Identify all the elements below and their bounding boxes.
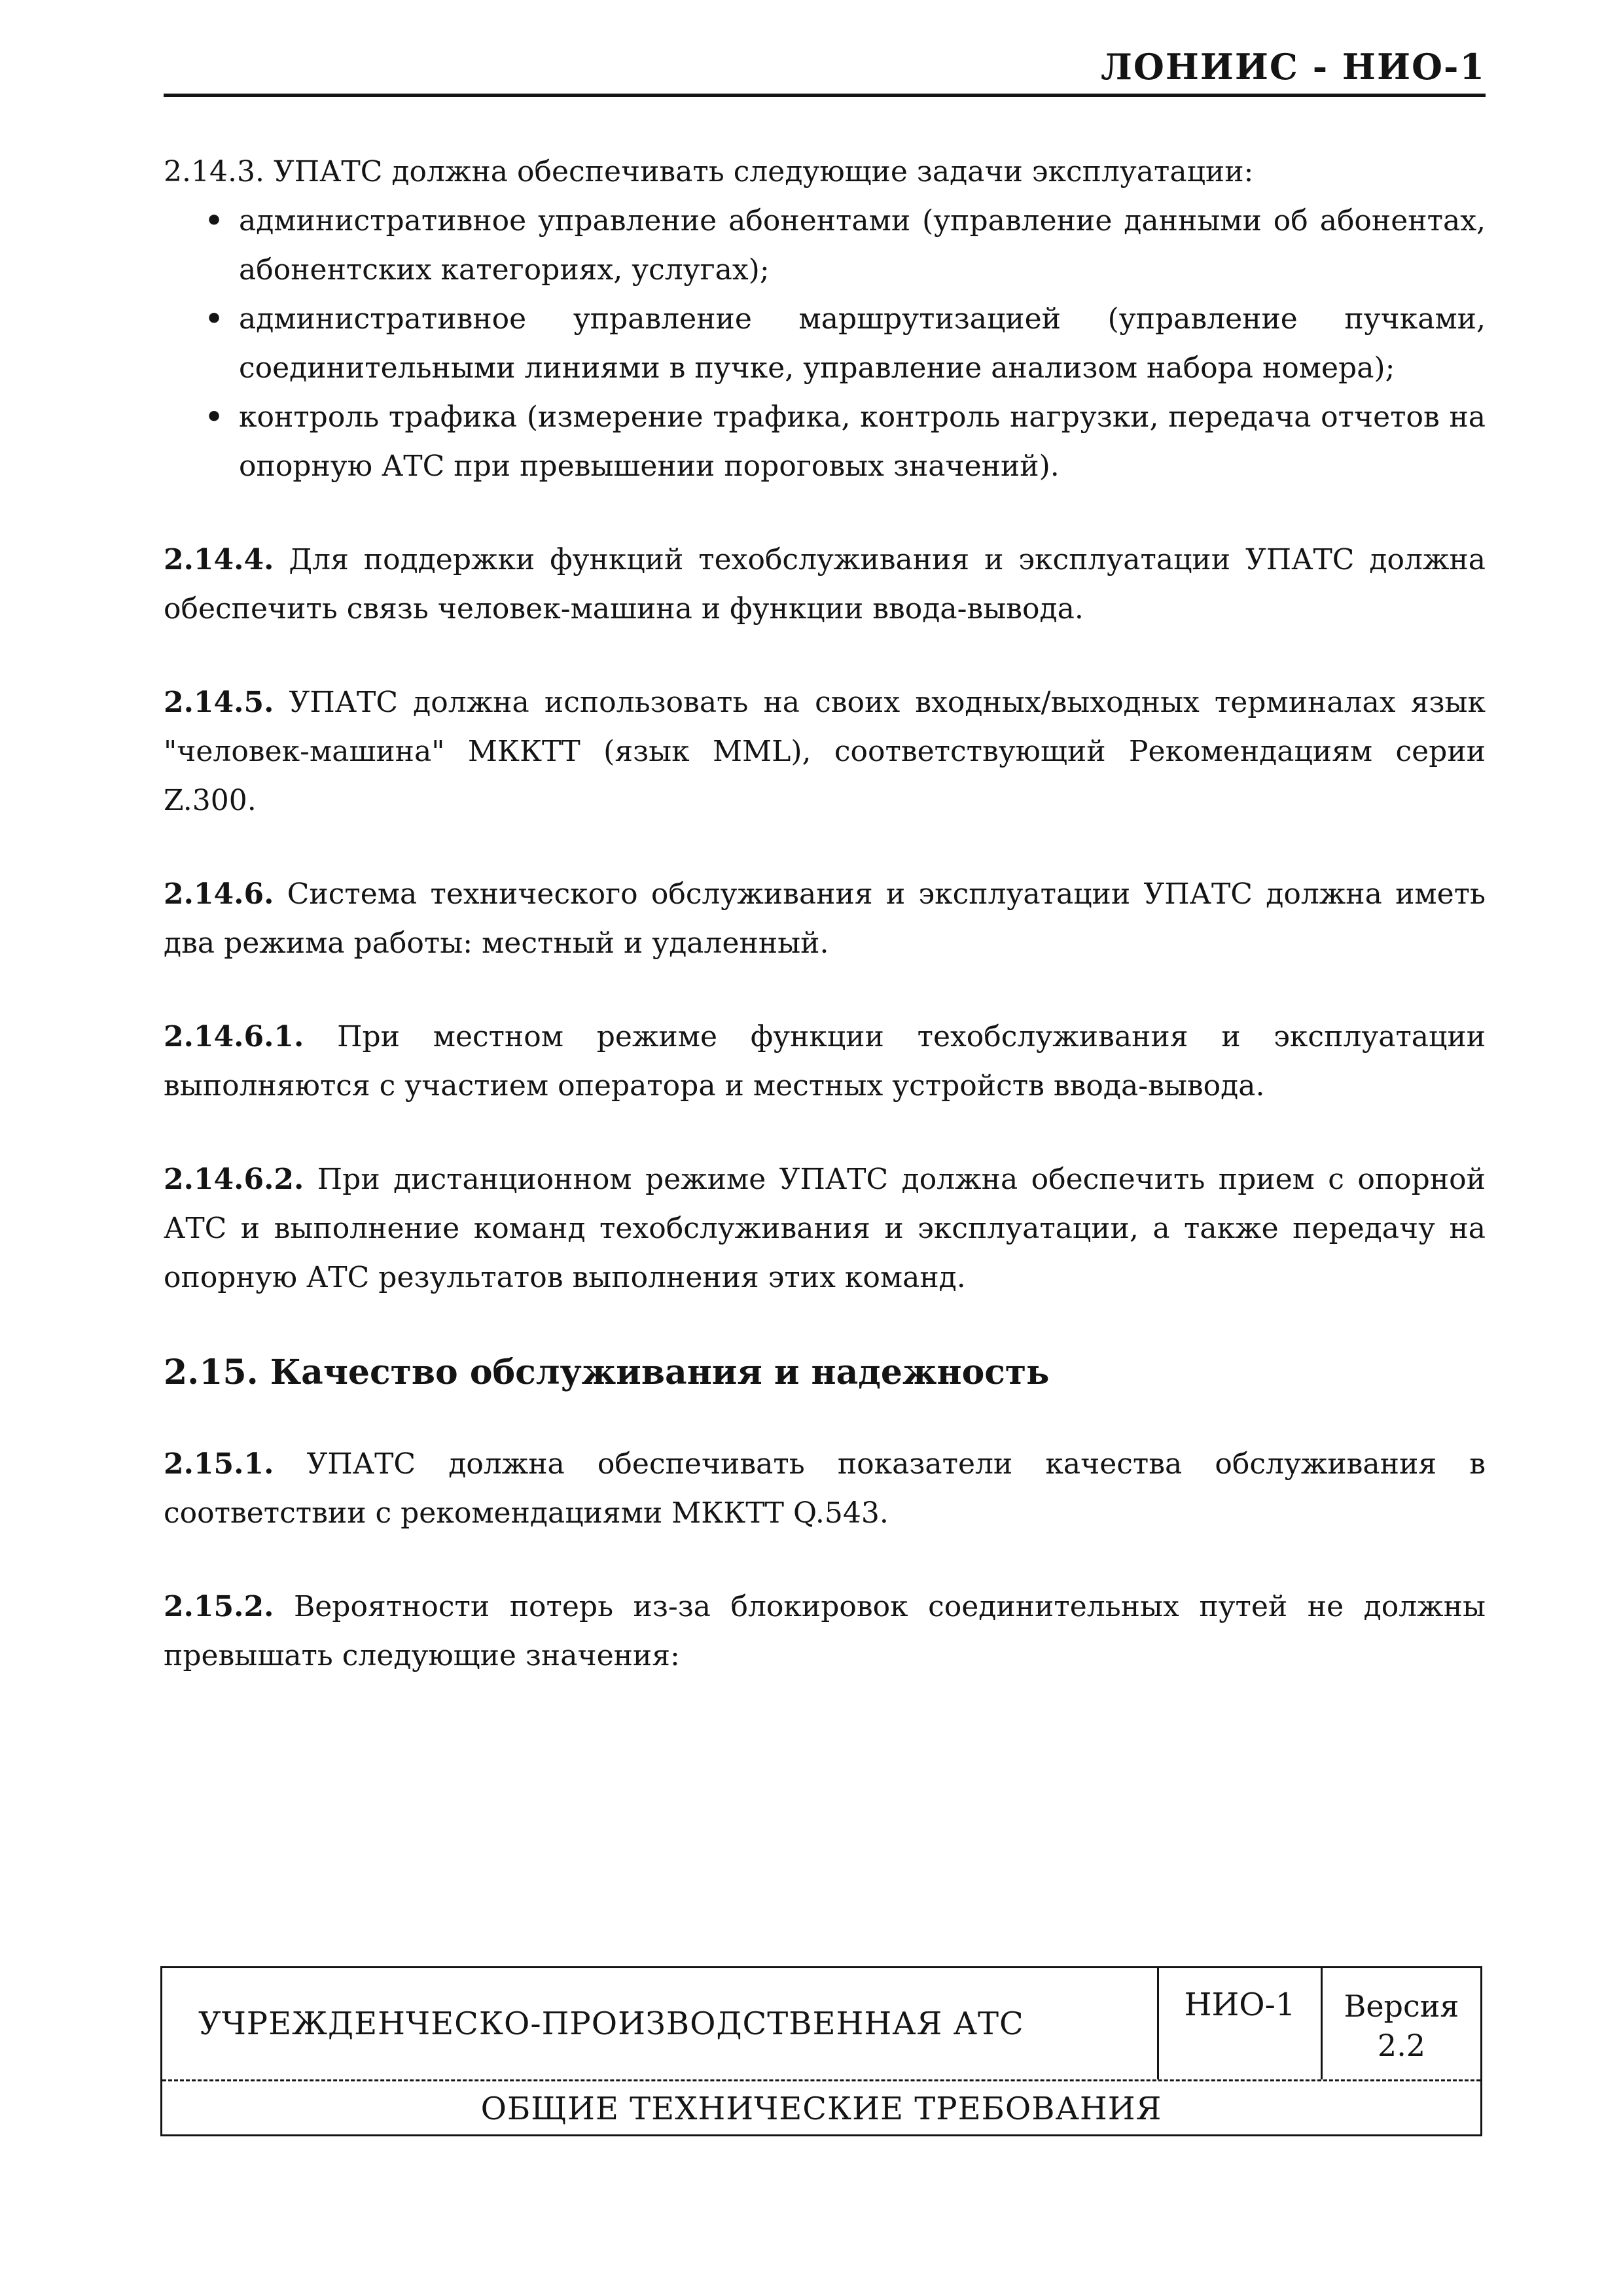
list-item (164, 393, 1486, 491)
document-subtitle: ОБЩИЕ ТЕХНИЧЕСКИЕ ТРЕБОВАНИЯ (480, 2091, 1162, 2127)
version-label: Версия (1344, 1988, 1459, 2024)
clause-number: 2.14.6. (164, 877, 274, 911)
clause-2-15-1 (164, 1439, 1486, 1538)
clause-2-14-3 (164, 147, 1486, 491)
clause-2-14-6-2 (164, 1155, 1486, 1302)
list-item-text: контроль трафика (измерение трафика, контроль нагрузки, передача отчетов на опорную АТС при превышении пороговых значений). (239, 400, 1486, 483)
title-block (160, 1966, 1482, 2136)
section-title: Качество обслуживания и надежность (270, 1352, 1050, 1392)
clause-number: 2.14.6.2. (164, 1163, 304, 1196)
bullet-icon: • (205, 302, 224, 336)
clause-2-14-4 (164, 535, 1486, 633)
section-number: 2.15. (164, 1352, 259, 1392)
version-cell (1321, 1968, 1480, 2079)
bullet-icon: • (205, 400, 224, 434)
clause-2-14-6 (164, 870, 1486, 968)
clause-2-15-2 (164, 1582, 1486, 1680)
clause-2-14-5 (164, 678, 1486, 825)
clause-number: 2.14.6.1. (164, 1020, 304, 1053)
clause-number: 2.14.3. (164, 155, 264, 188)
clause-2-14-6-1 (164, 1012, 1486, 1110)
clause-number: 2.14.4. (164, 543, 274, 576)
document-code: НИО-1 (1157, 1968, 1321, 2079)
version-value: 2.2 (1377, 2028, 1426, 2063)
document-body (164, 147, 1486, 1725)
list-item-text: административное управление абонентами (управление данными об абонентах, абонентских категориях, услугах); (239, 204, 1486, 287)
clause-text: При местном режиме функции техобслуживания и эксплуатации выполняются с участием оператора и местных устройств ввода-вывода. (164, 1020, 1486, 1103)
clause-number: 2.15.2. (164, 1590, 274, 1623)
section-heading-2-15 (164, 1347, 1486, 1399)
clause-text: УПАТС должна обеспечивать показатели качества обслуживания в соответствии с рекомендациями МККТТ Q.543. (164, 1447, 1486, 1530)
clause-text: УПАТС должна обеспечивать следующие задачи эксплуатации: (273, 155, 1254, 188)
clause-text: УПАТС должна использовать на своих входных/выходных терминалах язык "человек-машина" МККТТ (язык MML), соответствующий Рекомендациям серии Z.300. (164, 686, 1486, 817)
clause-lead (164, 147, 1486, 196)
header-rule (164, 94, 1486, 97)
bullet-icon: • (205, 204, 224, 238)
clause-text: При дистанционном режиме УПАТС должна обеспечить прием с опорной АТС и выполнение команд техобслуживания и эксплуатации, а также передачу на опорную АТС результатов выполнения этих команд. (164, 1163, 1486, 1294)
list-item (164, 196, 1486, 294)
bullet-list (164, 196, 1486, 491)
clause-number: 2.15.1. (164, 1447, 274, 1481)
running-header: ЛОНИИС - НИО-1 (1101, 46, 1486, 88)
clause-text: Система технического обслуживания и эксплуатации УПАТС должна иметь два режима работы: местный и удаленный. (164, 877, 1486, 960)
clause-text: Вероятности потерь из-за блокировок соединительных путей не должны превышать следующие значения: (164, 1590, 1486, 1672)
document-name: УЧРЕЖДЕНЧЕСКО-ПРОИЗВОДСТВЕННАЯ АТС (198, 2005, 1024, 2042)
list-item (164, 294, 1486, 393)
clause-number: 2.14.5. (164, 686, 274, 719)
clause-text: Для поддержки функций техобслуживания и эксплуатации УПАТС должна обеспечить связь человек-машина и функции ввода-вывода. (164, 543, 1486, 626)
list-item-text: административное управление маршрутизацией (управление пучками, соединительными линиями в пучке, управление анализом набора номера); (239, 302, 1486, 385)
title-block-top-row (162, 1968, 1480, 2079)
